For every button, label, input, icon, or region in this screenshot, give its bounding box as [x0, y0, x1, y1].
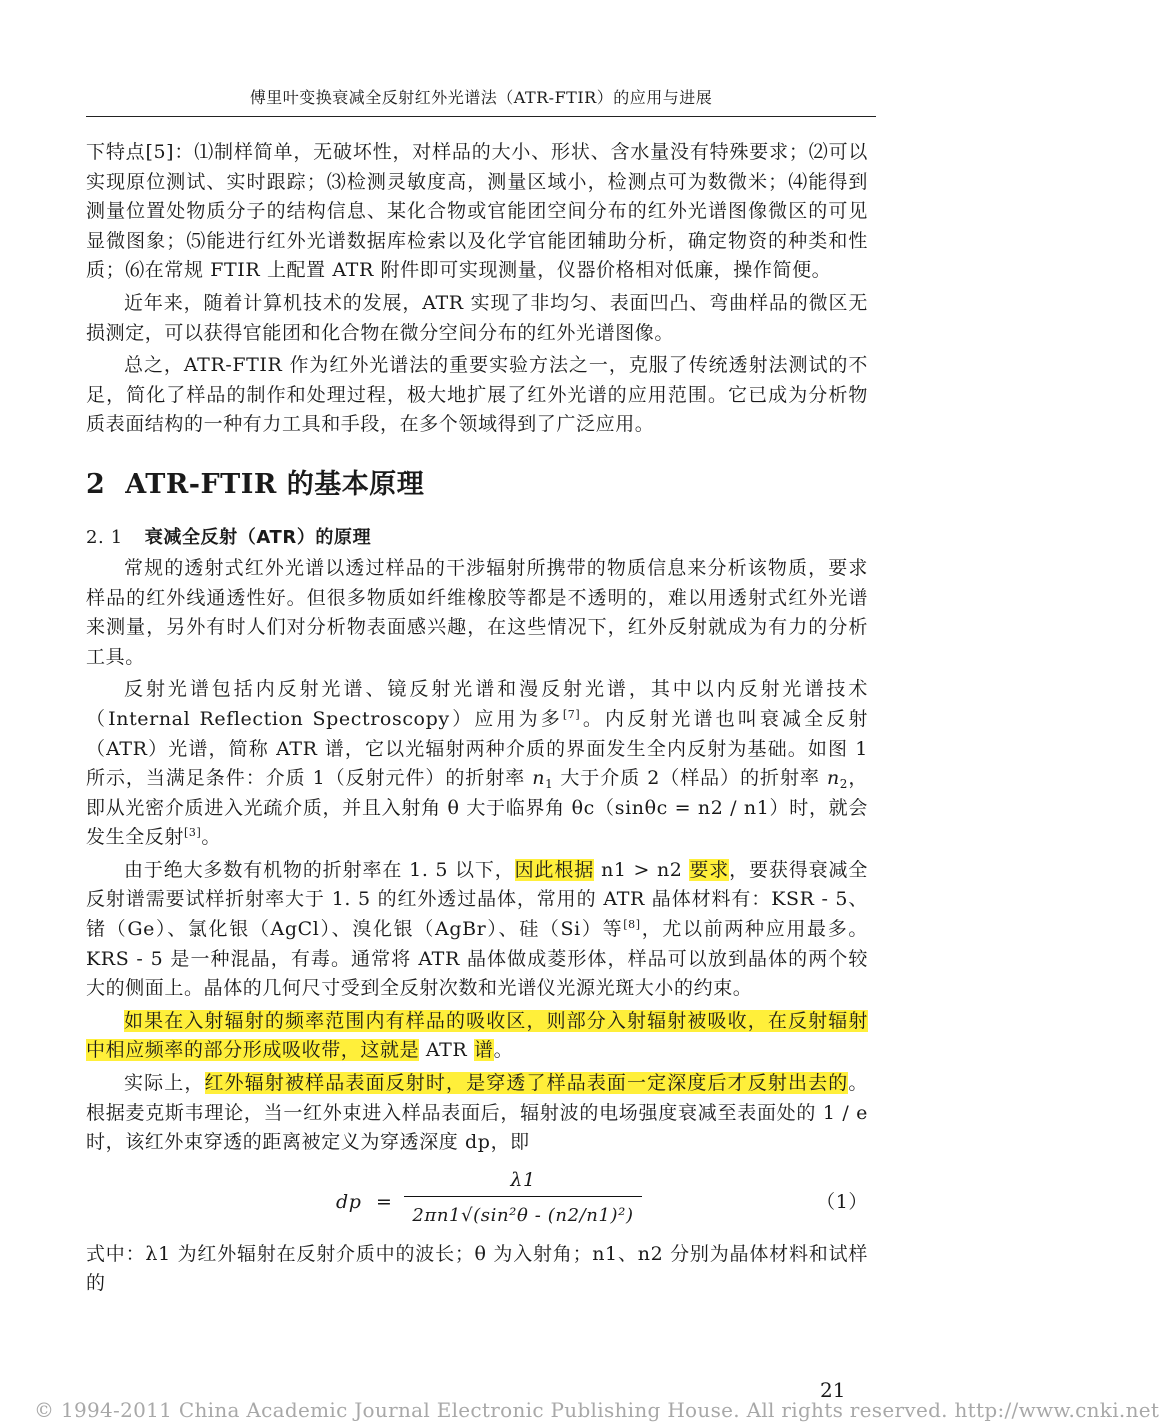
formula-equals: =: [376, 1190, 393, 1213]
equation-number: （1）: [816, 1190, 868, 1213]
formula-fraction: [404, 1166, 642, 1231]
paragraph-crystals: 由于绝大多数有机物的折射率在 1. 5 以下，因此根据 n1 > n2 要求，要获得衰减全反射谱需要试样折射率大于 1. 5 的红外透过晶体，常用的 ATR 晶体材料有：KSR - 5、锗（Ge）、氯化银（AgCl）、溴化银（AgBr）、硅（Si）等[8]，尤以前两种应用最多。KRS - 5 是一种混晶，有毒。通常将 ATR 晶体做成菱形体，样品可以放到晶体的两个较大的侧面上。晶体的几何尺寸受到全反射次数和光谱仪光源光斑大小的约束。: [86, 858, 869, 1000]
page-number: 21: [820, 1378, 846, 1402]
copyright-footer: © 1994-2011 China Academic Journal Electronic Publishing House. All rights reserved. http://www.cnki.net: [34, 1398, 1159, 1422]
paragraph-where: 式中：λ1 为红外辐射在反射介质中的波长；θ 为入射角；n1、n2 分别为晶体材料和试样的: [86, 1242, 868, 1295]
header-rule: [86, 116, 876, 117]
formula-denominator: 2πn1√(sin²θ - (n2/n1)²): [412, 1204, 634, 1226]
paragraph-summary: 总之，ATR-FTIR 作为红外光谱法的重要实验方法之一，克服了传统透射法测试的不足，简化了样品的制作和处理过程，极大地扩展了红外光谱的应用范围。它已成为分析物质表面结构的一种有力工具和手段，在多个领域得到了广泛应用。: [86, 354, 868, 436]
equation-1: [86, 1166, 868, 1232]
citation: [7]: [562, 707, 581, 721]
running-header: 傅里叶变换衰减全反射红外光谱法（ATR-FTIR）的应用与进展: [249, 88, 713, 107]
highlight: 红外辐射被样品表面反射时，是穿透了样品表面一定深度后才反射出去的: [204, 1072, 849, 1095]
formula-lhs: dp: [336, 1190, 362, 1213]
section-number: 2: [86, 468, 106, 500]
highlight: 因此根据: [514, 858, 595, 881]
paragraph-transmission: 常规的透射式红外光谱以透过样品的干涉辐射所携带的物质信息来分析该物质，要求样品的红外线通透性好。但很多物质如纤维橡胶等都是不透明的，难以用透射式红外光谱来测量，另外有时人们对分析物表面感兴趣，在这些情况下，红外反射就成为有力的分析工具。: [86, 556, 868, 668]
fraction-bar: [404, 1196, 642, 1197]
subsection-title: 衰减全反射（ATR）的原理: [144, 526, 372, 548]
condition: n1 > n2: [594, 858, 690, 881]
highlight: 谱: [473, 1039, 494, 1062]
subsection-heading: [86, 524, 868, 552]
highlight: 如果在入射辐射的频率范围内有样品的吸收区，则部分入射辐射被吸收，在反射辐射中相应频率的部分形成吸收带，这就是: [86, 1009, 868, 1062]
paragraph-absorption: 如果在入射辐射的频率范围内有样品的吸收区，则部分入射辐射被吸收，在反射辐射中相应频率的部分形成吸收带，这就是 ATR 谱。: [86, 1009, 868, 1062]
paragraph-penetration: 实际上，红外辐射被样品表面反射时，是穿透了样品表面一定深度后才反射出去的。根据麦克斯韦理论，当一红外束进入样品表面后，辐射波的电场强度衰减至表面处的 1 / e 时，该红外束穿透的距离被定义为穿透深度 dp，即: [86, 1072, 869, 1154]
section-heading: [86, 468, 868, 502]
formula-numerator: λ1: [510, 1168, 536, 1191]
citation: [8]: [623, 918, 641, 932]
paragraph-features: 下特点[5]：⑴制样简单，无破坏性，对样品的大小、形状、含水量没有特殊要求；⑵可以实现原位测试、实时跟踪；⑶检测灵敏度高，测量区域小，检测点可为数微米；⑷能得到测量位置处物质分子的结构信息、某化合物或官能团空间分布的红外光谱图像微区的可见显微图象；⑸能进行红外光谱数据库检索以及化学官能团辅助分析，确定物资的种类和性质；⑹在常规 FTIR 上配置 ATR 附件即可实现测量，仪器价格相对低廉，操作简便。: [86, 141, 868, 282]
highlight: 要求: [689, 858, 730, 881]
section-title: ATR-FTIR 的基本原理: [125, 468, 425, 500]
citation: [3]: [184, 826, 202, 840]
subsection-number: 2. 1: [86, 526, 123, 548]
body-text: [86, 138, 868, 1299]
paragraph-recent: 近年来，随着计算机技术的发展，ATR 实现了非均匀、表面凹凸、弯曲样品的微区无损测定，可以获得官能团和化合物在微分空间分布的红外光谱图像。: [86, 291, 868, 344]
paragraph-reflection: 反射光谱包括内反射光谱、镜反射光谱和漫反射光谱，其中以内反射光谱技术（Internal Reflection Spectroscopy）应用为多[7]。内反射光谱也叫衰减全反射（ATR）光谱，简称 ATR 谱，它以光辐射两种介质的界面发生全内反射为基础。如图 1 所示，当满足条件：介质 1（反射元件）的折射率 $n_1$ 大于介质 2（样品）的折射率 $n_2$，即从光密介质进入光疏介质，并且入射角 θ 大于临界角 θc（sinθc = n2 / n1）时，就会发生全反射[3]。: [86, 678, 868, 849]
